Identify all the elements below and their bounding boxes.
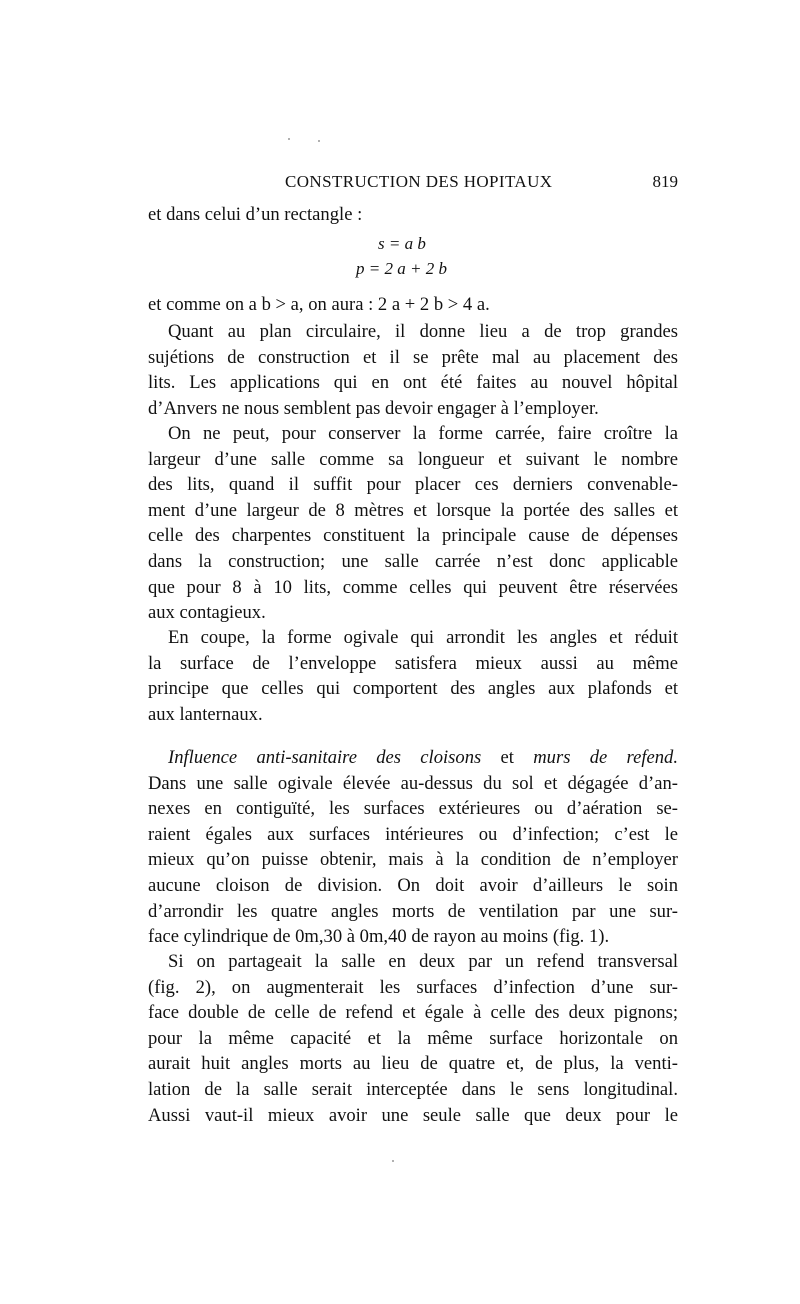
- text-line: Si on partageait la salle en deux par un refend transversal: [168, 951, 678, 972]
- text-line: ment d’une largeur de 8 mètres et lorsque la portée des salles et: [148, 499, 678, 521]
- text-line: lation de la salle serait interceptée dans le sens longitudinal.: [148, 1078, 678, 1100]
- text-line: d’Anvers ne nous semblent pas devoir engager à l’employer.: [148, 397, 599, 419]
- paragraph-square-form: [148, 421, 678, 626]
- section-partitions: [148, 745, 678, 950]
- text-line: (fig. 2), on augmenterait les surfaces d’infection d’une sur-: [148, 976, 678, 998]
- text-line: face double de celle de refend et égale à celle des deux pignons;: [148, 1002, 678, 1024]
- text-line: la surface de l’enveloppe satisfera mieux aussi au même: [148, 652, 678, 674]
- text-line: aux lanternaux.: [148, 703, 263, 725]
- formula-text: s = a b: [378, 234, 426, 253]
- paragraph-inequality: [148, 292, 678, 318]
- text-line: celle des charpentes constituent la principale cause de dépenses: [148, 525, 678, 547]
- text-line: des lits, quand il suffit pour placer ces derniers convenable-: [148, 474, 678, 496]
- text-line: pour la même capacité et la même surface horizontale on: [148, 1027, 678, 1049]
- heading-connector: et: [500, 747, 514, 768]
- text-line: On ne peut, pour conserver la forme carrée, faire croître la: [168, 423, 678, 444]
- text-line: raient égales aux surfaces intérieures ou d’infection; c’est le: [148, 823, 678, 845]
- heading-italic: Influence anti-sanitaire des cloisons: [168, 747, 482, 768]
- formula-text: p = 2 a + 2 b: [356, 259, 447, 278]
- text-line: largeur d’une salle comme sa longueur et suivant le nombre: [148, 448, 678, 470]
- text-line: mieux qu’on puisse obtenir, mais à la condition de n’employer: [148, 849, 678, 871]
- page-number: 819: [652, 172, 678, 191]
- text-line: aucune cloison de division. On doit avoir d’ailleurs le soin: [148, 874, 678, 896]
- scan-speck: [392, 1160, 394, 1162]
- text-line: sujétions de construction et il se prête mal au placement des: [148, 346, 678, 368]
- heading-italic: murs de refend.: [533, 747, 678, 768]
- paragraph-circular-plan: [148, 319, 678, 421]
- scan-speck: [288, 138, 290, 140]
- text-line: aux contagieux.: [148, 602, 266, 624]
- paragraph-intro: [148, 202, 678, 228]
- text-line: aurait huit angles morts au lieu de quatre et, de plus, la venti-: [148, 1053, 678, 1075]
- scan-speck: [318, 140, 320, 142]
- paragraph-section-cut: [148, 625, 678, 727]
- text-line: face cylindrique de 0m,30 à 0m,40 de rayon au moins (fig. 1).: [148, 926, 610, 948]
- text-line: et dans celui d’un rectangle :: [148, 204, 363, 225]
- text-line: et comme on a b > a, on aura : 2 a + 2 b > 4 a.: [148, 294, 490, 315]
- text-line: Dans une salle ogivale élevée au-dessus du sol et dégagée d’an-: [148, 772, 678, 794]
- paragraph-transverse-wall: [148, 949, 678, 1128]
- text-line: lits. Les applications qui en ont été faites au nouvel hôpital: [148, 372, 678, 394]
- text-line: En coupe, la forme ogivale qui arrondit les angles et réduit: [168, 627, 678, 648]
- text-line: que pour 8 à 10 lits, comme celles qui peuvent être réservées: [148, 576, 678, 598]
- running-title: CONSTRUCTION DES HOPITAUX: [285, 172, 553, 191]
- section-heading: [148, 745, 678, 771]
- text-line: principe que celles qui comportent des angles aux plafonds et: [148, 678, 678, 700]
- text-line: Quant au plan circulaire, il donne lieu a de trop grandes: [168, 321, 678, 342]
- text-line: dans la construction; une salle carrée n’est donc applicable: [148, 550, 678, 572]
- text-line: nexes en contiguïté, les surfaces extérieures ou d’aération se-: [148, 798, 678, 820]
- text-line: d’arrondir les quatre angles morts de ventilation par une sur-: [148, 900, 678, 922]
- page-header: [148, 172, 678, 196]
- text-line: Aussi vaut-il mieux avoir une seule salle que deux pour le: [148, 1104, 678, 1126]
